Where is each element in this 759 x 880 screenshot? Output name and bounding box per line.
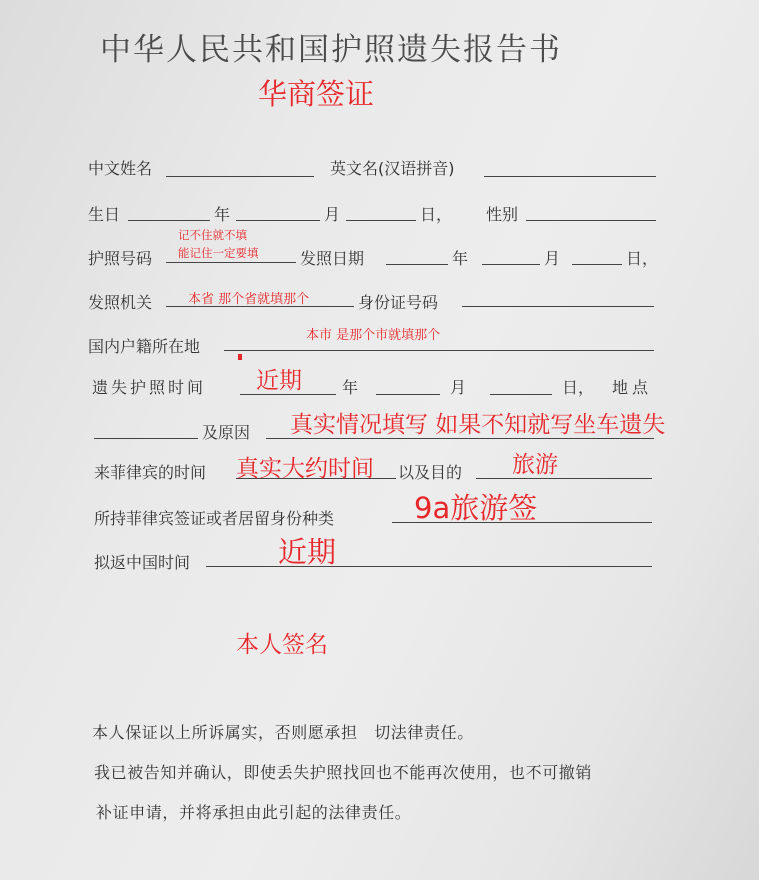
birth-day-label: 日， bbox=[420, 205, 453, 224]
loss-month-label: 月 bbox=[450, 378, 467, 397]
place-label: 地点 bbox=[612, 378, 653, 397]
passport-note-2: 能记住一定要填 bbox=[178, 246, 259, 260]
issue-year-field[interactable] bbox=[386, 264, 448, 265]
loss-day-field[interactable] bbox=[490, 394, 552, 395]
loss-time-label: 遗失护照时间 bbox=[92, 378, 207, 397]
household-label: 国内户籍所在地 bbox=[88, 337, 201, 356]
arrival-annotation: 真实大约时间 bbox=[236, 456, 374, 482]
chinese-name-label: 中文姓名 bbox=[88, 159, 153, 178]
english-name-field[interactable] bbox=[484, 176, 656, 177]
declaration-line-3: 补证申请，并将承担由此引起的法律责任。 bbox=[96, 803, 412, 822]
birth-year-field[interactable] bbox=[128, 220, 210, 221]
loss-month-field[interactable] bbox=[376, 394, 440, 395]
birth-month-label: 月 bbox=[324, 205, 341, 224]
reason-annotation: 真实情况填写 如果不知就写坐车遗失 bbox=[290, 412, 666, 438]
declaration-line-1: 本人保证以上所诉属实，否则愿承担 切法律责任。 bbox=[92, 723, 474, 742]
birth-year-label: 年 bbox=[214, 205, 231, 224]
gender-field[interactable] bbox=[526, 220, 656, 221]
gender-label: 性别 bbox=[486, 205, 519, 224]
household-annotation: 本市 是那个市就填那个 bbox=[306, 328, 441, 343]
birth-day-field[interactable] bbox=[346, 220, 416, 221]
chinese-name-field[interactable] bbox=[166, 176, 314, 177]
issue-day-field[interactable] bbox=[572, 264, 622, 265]
id-number-label: 身份证号码 bbox=[358, 293, 439, 312]
return-time-field[interactable] bbox=[206, 566, 652, 567]
english-name-label: 英文名(汉语拼音) bbox=[330, 159, 455, 178]
red-mark bbox=[238, 354, 242, 360]
return-annotation: 近期 bbox=[278, 535, 337, 569]
header-annotation: 华商签证 bbox=[258, 77, 375, 111]
birth-label: 生日 bbox=[88, 205, 121, 224]
passport-number-field[interactable] bbox=[166, 262, 296, 263]
issue-date-label: 发照日期 bbox=[300, 249, 365, 268]
passport-number-label: 护照号码 bbox=[88, 249, 153, 268]
declaration-line-2: 我已被告知并确认，即使丢失护照找回也不能再次使用，也不可撤销 bbox=[94, 763, 593, 782]
form-title: 中华人民共和国护照遗失报告书 bbox=[100, 32, 562, 68]
issue-year-label: 年 bbox=[452, 249, 469, 268]
arrival-time-label: 来菲律宾的时间 bbox=[94, 463, 207, 482]
loss-time-annotation: 近期 bbox=[256, 368, 302, 394]
purpose-field[interactable] bbox=[476, 478, 652, 479]
reason-label: 及原因 bbox=[202, 423, 251, 442]
issue-day-label: 日， bbox=[626, 249, 659, 268]
household-field[interactable] bbox=[224, 350, 654, 351]
loss-day-label: 日， bbox=[562, 378, 595, 397]
visa-annotation: 9a旅游签 bbox=[414, 491, 538, 525]
issue-month-field[interactable] bbox=[482, 264, 540, 265]
issue-month-label: 月 bbox=[544, 249, 561, 268]
purpose-annotation: 旅游 bbox=[512, 452, 558, 478]
authority-annotation: 本省 那个省就填那个 bbox=[188, 292, 310, 307]
place-field[interactable] bbox=[94, 438, 198, 439]
return-time-label: 拟返中国时间 bbox=[94, 553, 191, 572]
passport-note-1: 记不住就不填 bbox=[178, 228, 247, 242]
loss-year-label: 年 bbox=[342, 378, 359, 397]
purpose-label: 以及目的 bbox=[398, 463, 463, 482]
issuing-authority-label: 发照机关 bbox=[88, 293, 153, 312]
birth-month-field[interactable] bbox=[236, 220, 320, 221]
id-number-field[interactable] bbox=[462, 306, 654, 307]
visa-type-label: 所持菲律宾签证或者居留身份种类 bbox=[94, 509, 335, 528]
signature-annotation: 本人签名 bbox=[236, 632, 328, 658]
